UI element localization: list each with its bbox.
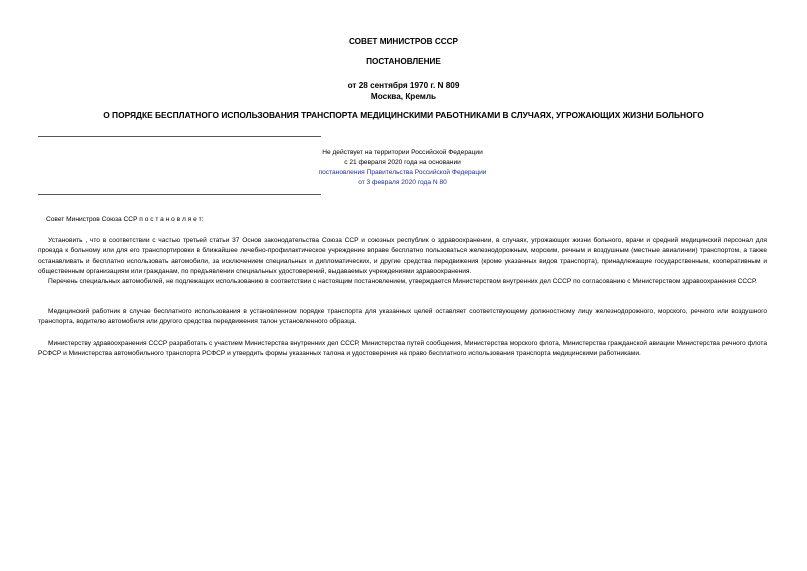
status-link-2[interactable]: от 3 февраля 2020 года N 80: [358, 179, 447, 186]
status-line-1: Не действует на территории Российской Федерации: [322, 149, 483, 156]
divider-top: [38, 136, 321, 137]
body-paragraph: Перечень специальных автомобилей, не подлежащих использованию в соответствии с настоящим постановлением, утверждается Министерством внутренних дел СССР по согласованию с Министерством здравоохранения СССР.: [48, 278, 757, 285]
document-title: О ПОРЯДКЕ БЕСПЛАТНОГО ИСПОЛЬЗОВАНИЯ ТРАНСПОРТА МЕДИЦИНСКИМИ РАБОТНИКАМИ В СЛУЧАЯХ, УГРОЖАЮЩИХ ЖИЗНИ БОЛЬНОГО: [103, 110, 704, 120]
date-place-block: [0, 80, 807, 102]
status-line-2: с 21 февраля 2020 года на основании: [344, 159, 461, 166]
intro-paragraph: Совет Министров Союза ССР п о с т а н о в л я е т:: [46, 216, 204, 223]
body-paragraph: Медицинский работник в случае бесплатного использования в установленном порядке транспорта для указанных целей оставляет соответствующему должностному лицу железнодорожного, морского, речного или воздушного транспорта, водителю автомобиля или другого средства передвижения талон установленного образца.: [38, 308, 767, 326]
body-paragraph: Министерству здравоохранения СССР разработать с участием Министерства внутренних дел СССР, Министерства путей сообщения, Министерства морского флота, Министерства гражданской авиации Министерства речного флота РСФСР и Министерства автомобильного транспорта РСФСР и утвердить формы указанных талона и удостоверения на право бесплатного использования транспорта медицинскими работниками.: [38, 340, 767, 358]
date-number: от 28 сентября 1970 г. N 809: [347, 81, 460, 90]
status-note: [230, 148, 575, 188]
organization-heading: СОВЕТ МИНИСТРОВ СССР: [348, 37, 459, 46]
body-paragraph: Установить , что в соответствии с частью третьей статьи 37 Основ законодательства Союза ССР и союзных республик о здравоохранении, в случаях, угрожающих жизни больного, врачи и средний медицинский персонал для проезда к больному или для его транспортировки в ближайшее лечебно-профилактическое учреждение вправе бесплатно пользоваться железнодорожным, морским, речным и воздушным (местные авиалинии) транспортом, а также останавливать и бесплатно использовать автомобили, за исключением специальных и дипломатических, и другие средства передвижения (кроме указанных видов транспорта), принадлежащие государственным, кооперативным и общественным организациям или гражданам, по предъявлении специальных удостоверений, выдаваемых учреждениями здравоохранения.: [38, 237, 767, 276]
place: Москва, Кремль: [370, 92, 437, 101]
document-type-heading: ПОСТАНОВЛЕНИЕ: [366, 57, 441, 66]
divider-bottom: [38, 194, 321, 195]
status-link-1[interactable]: постановления Правительства Российской Федерации: [318, 169, 487, 176]
